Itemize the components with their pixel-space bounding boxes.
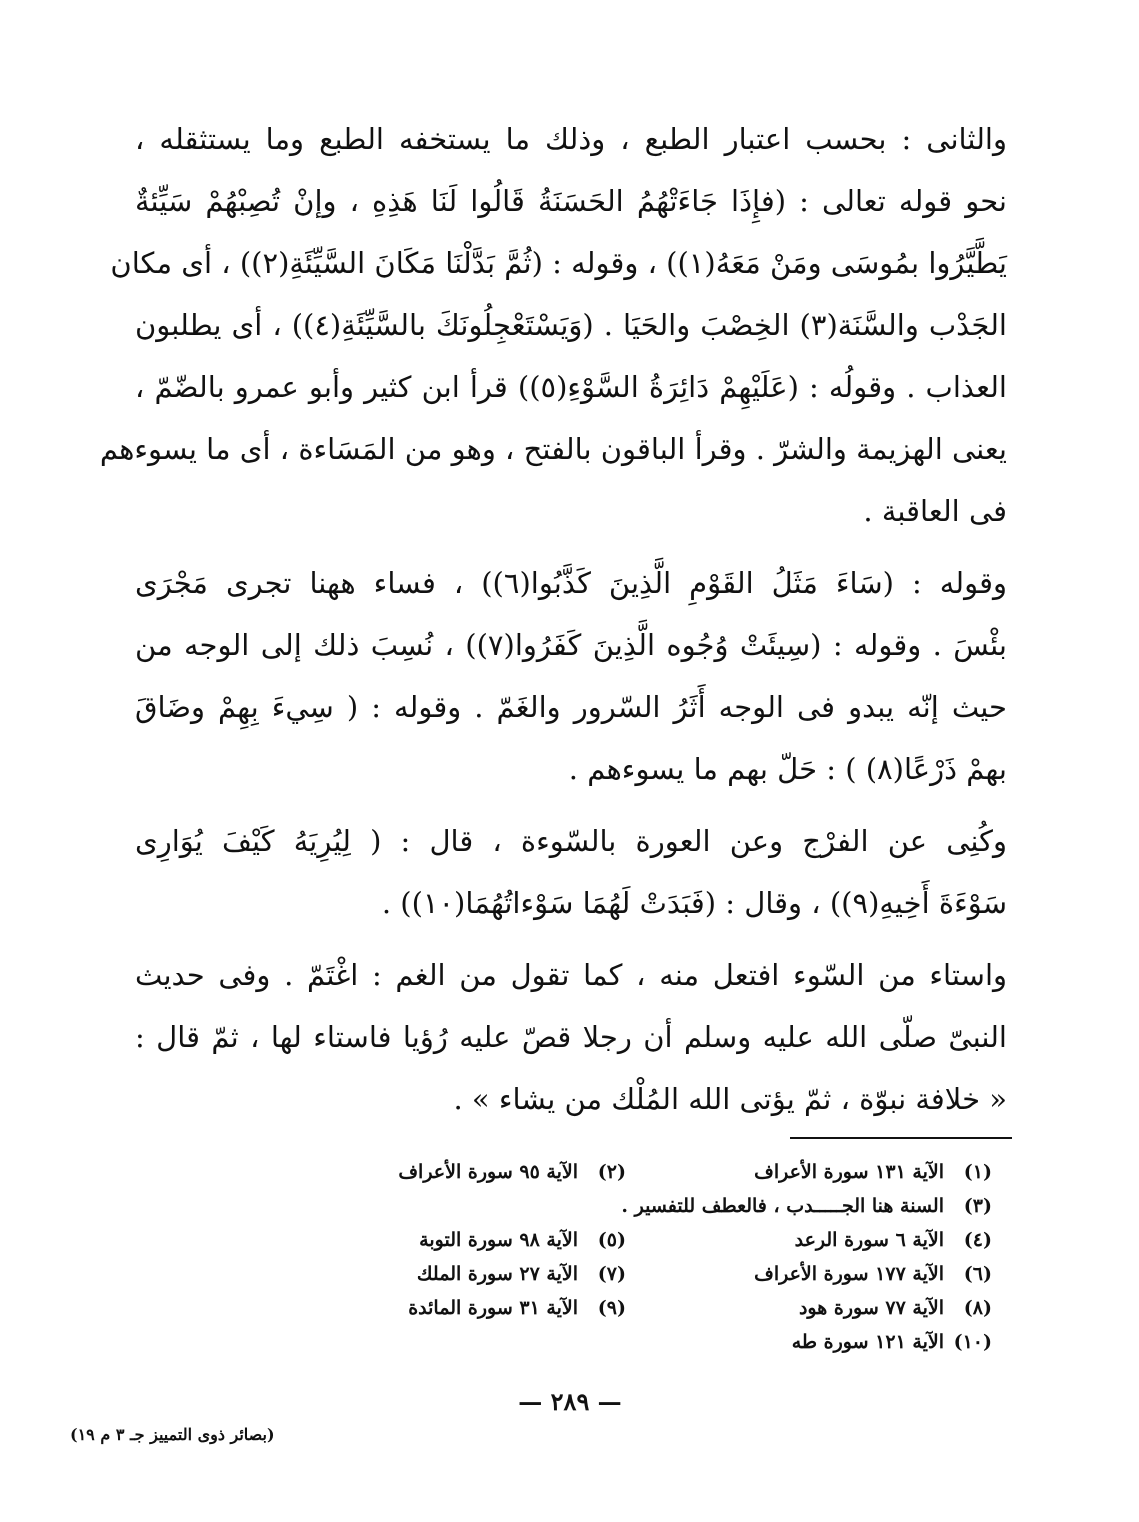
text-line: فى العاقبة .: [863, 494, 1007, 528]
footnote-number: (٤): [963, 1229, 992, 1251]
footnote-text: الآية ٣١ سورة المائدة: [408, 1297, 578, 1319]
footnote-text: الآية ٩٥ سورة الأعراف: [398, 1161, 578, 1183]
footnote-number: (١٠): [953, 1331, 992, 1353]
page-number: — ٢٨٩ —: [518, 1387, 622, 1416]
text-line: وكُنِى عن الفرْج وعن العورة بالسّوءة ، قال : ( لِيُرِيَهُ كَيْفَ يُوَارِى: [135, 824, 1007, 858]
paragraph-2: [135, 552, 1007, 800]
paragraph-4: [135, 944, 1007, 1130]
footnote: [626, 1229, 992, 1251]
footnote: [260, 1229, 626, 1251]
printer-signature: (بصائر ذوى التمييز جـ ٣ م ١٩): [70, 1425, 275, 1444]
footnote-row: [260, 1155, 992, 1189]
footnote-number: (٩): [597, 1297, 626, 1319]
footnote-text: الآية ٢٧ سورة الملك: [416, 1263, 578, 1285]
footnote-number: (٥): [597, 1229, 626, 1251]
footnote: [626, 1263, 992, 1285]
footnote: [626, 1161, 992, 1183]
paragraph-1: [99, 108, 1007, 542]
text-line: والثانى : بحسب اعتبار الطبع ، وذلك ما يستخفه الطبع وما يستثقله ،: [135, 122, 1007, 156]
footnotes: [260, 1155, 992, 1359]
text-line: واستاء من السّوء افتعل منه ، كما تقول من الغم : اغْتَمّ . وفى حديث: [135, 958, 1007, 992]
footnote-divider: [790, 1137, 1012, 1139]
text-line: يعنى الهزيمة والشرّ . وقرأ الباقون بالفتح ، وهو من المَسَاءة ، أى ما يسوءهم: [99, 432, 1007, 466]
footnote-row: [260, 1325, 992, 1359]
text-line: بهمْ ذَرْعًا(٨) ) : حَلّ بهم ما يسوءهم .: [568, 752, 1007, 786]
footnote-number: (٦): [963, 1263, 992, 1285]
footnote-number: (١): [963, 1161, 992, 1183]
text-line: « خلافة نبوّة ، ثمّ يؤتى الله المُلْك من يشاء » .: [453, 1082, 1007, 1116]
footnote-number: (٧): [597, 1263, 626, 1285]
footnote: [626, 1297, 992, 1319]
text-line: النبىّ صلّى الله عليه وسلم أن رجلا قصّ عليه رُؤيا فاستاء لها ، ثمّ قال :: [135, 1020, 1007, 1054]
footnote-row: [260, 1223, 992, 1257]
paragraph-3: [135, 810, 1007, 934]
footnote-text: الآية ١٢١ سورة طه: [791, 1331, 944, 1353]
text-line: العذاب . وقولُه : (عَلَيْهِمْ دَائِرَةُ السَّوْءِ(٥)) قرأ ابن كثير وأبو عمرو بالضّمّ ،: [135, 370, 1007, 404]
footnote-text: الآية ٩٨ سورة التوبة: [419, 1229, 578, 1251]
footnote: [260, 1263, 626, 1285]
text-line: بئْسَ . وقوله : (سِيئَتْ وُجُوه الَّذِينَ كَفَرُوا(٧)) ، نُسِبَ ذلك إلى الوجه من: [135, 628, 1007, 662]
text-line: الجَدْب والسَّنَة(٣) الخِصْبَ والحَيَا . (وَيَسْتَعْجِلُونَكَ بالسَّيِّئَةِ(٤)) ، أى يطلبون: [135, 308, 1007, 342]
main-text: [99, 108, 1007, 1130]
footnote-row: [260, 1291, 992, 1325]
footnote: [626, 1331, 992, 1353]
footnote-row: [260, 1189, 992, 1223]
footnote: [260, 1161, 626, 1183]
text-line: سَوْءَةَ أَخِيهِ(٩)) ، وقال : (فَبَدَتْ لَهُمَا سَوْءاتُهُمَا(١٠)) .: [381, 886, 1007, 920]
text-line: وقوله : (سَاءَ مَثَلُ القَوْمِ الَّذِينَ كَذَّبُوا(٦)) ، فساء ههنا تجرى مَجْرَى: [135, 566, 1007, 600]
footnote-number: (٣): [963, 1195, 992, 1217]
footnote-text: الآية ١٧٧ سورة الأعراف: [754, 1263, 944, 1285]
footnote-number: (٢): [597, 1161, 626, 1183]
footnote-text: الآية ٧٧ سورة هود: [798, 1297, 944, 1319]
footnote-number: (٨): [963, 1297, 992, 1319]
footnote-text: الآية ١٣١ سورة الأعراف: [754, 1161, 944, 1183]
footnote: [260, 1297, 626, 1319]
footnote-row: [260, 1257, 992, 1291]
footnote: [260, 1195, 992, 1217]
text-line: يَطَّيَّرُوا بمُوسَى ومَنْ مَعَهُ(١)) ، وقوله : (ثُمَّ بَدَّلْنَا مَكَانَ السَّيِّئَةِ(٢)) ، أى مكان: [110, 246, 1007, 280]
footnote-text: السنة هنا الجـــــدب ، فالعطف للتفسير .: [621, 1195, 944, 1217]
text-line: حيث إنّه يبدو فى الوجه أَثَرُ السّرور والغَمّ . وقوله : ( سِيءَ بِهِمْ وضَاقَ: [135, 690, 1007, 724]
text-line: نحو قوله تعالى : (فإِذَا جَاءَتْهُمُ الحَسَنَةُ قَالُوا لَنَا هَذِهِ ، وإنْ تُصِبْهُمْ سَيِّئةٌ: [135, 184, 1007, 218]
footnote-text: الآية ٦ سورة الرعد: [794, 1229, 944, 1251]
